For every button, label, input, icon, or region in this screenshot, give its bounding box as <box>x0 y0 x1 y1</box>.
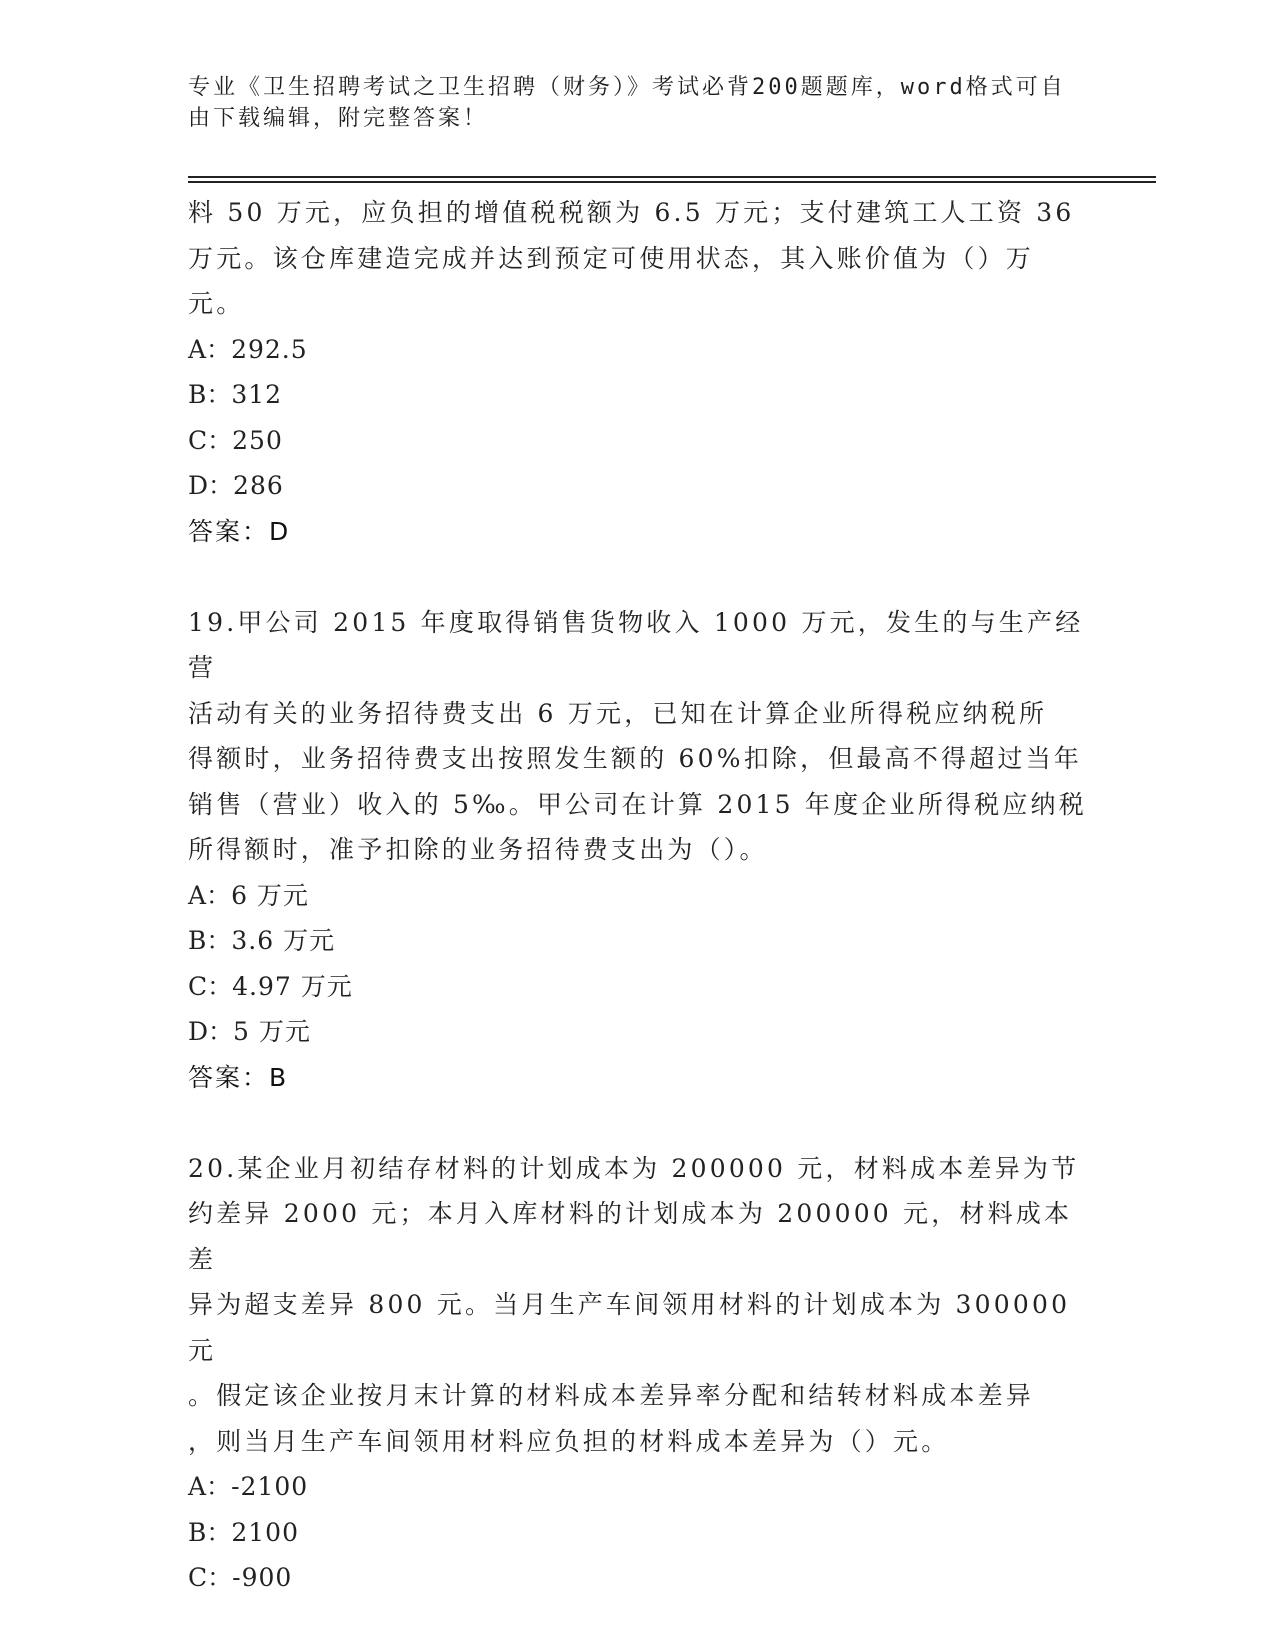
option-label: A： <box>188 880 232 910</box>
option-d <box>188 1009 1088 1055</box>
option-label: C： <box>188 1563 233 1592</box>
option-label: A： <box>188 1472 232 1501</box>
spacer <box>188 1100 1088 1146</box>
option-text: 4.97 万元 <box>232 971 353 1001</box>
option-label: B： <box>188 926 232 955</box>
question-text-line: 20.某企业月初结存材料的计划成本为 200000 元，材料成本差异为节 <box>188 1153 1080 1183</box>
question-text-line: 19.甲公司 2015 年度取得销售货物收入 1000 万元，发生的与生产经营 <box>188 607 1084 682</box>
option-label: C： <box>188 425 233 455</box>
option-label: D： <box>188 1017 234 1046</box>
document-header: 专业《卫生招聘考试之卫生招聘（财务）》考试必背200题题库，word格式可自由下载编辑，附完整答案！ <box>188 75 1066 131</box>
option-d <box>188 463 1088 509</box>
option-a <box>188 1464 1088 1510</box>
question-text-line: 活动有关的业务招待费支出 6 万元，已知在计算企业所得税应纳税所 <box>188 698 1048 728</box>
option-c <box>188 418 1088 464</box>
header-rule-top <box>188 176 1156 178</box>
option-label: A： <box>188 334 232 364</box>
question-text-line: 元。 <box>188 289 245 318</box>
option-a <box>188 327 1088 373</box>
spacer <box>188 554 1088 600</box>
option-text: 6 万元 <box>231 880 309 910</box>
question-text-line: 销售（营业）收入的 5‰。甲公司在计算 2015 年度企业所得税应纳税 <box>188 789 1087 819</box>
option-text: 3.6 万元 <box>231 926 336 955</box>
question-text-line: 万元。该仓库建造完成并达到预定可使用状态，其入账价值为（）万 <box>188 243 1035 273</box>
option-b <box>188 372 1088 418</box>
question-text-line: 料 50 万元，应负担的增值税税额为 6.5 万元；支付建筑工人工资 36 <box>188 198 1075 227</box>
option-a <box>188 873 1088 919</box>
option-text: 312 <box>231 380 283 409</box>
option-text: 286 <box>233 471 284 500</box>
option-b <box>188 1510 1088 1556</box>
option-c <box>188 964 1088 1010</box>
option-label: B： <box>188 1517 232 1547</box>
question-text-line: 。假定该企业按月末计算的材料成本差异率分配和结转材料成本差异 <box>188 1381 1035 1410</box>
question-block <box>188 190 1088 554</box>
option-text: 2100 <box>231 1517 299 1547</box>
option-text: 292.5 <box>231 334 308 364</box>
option-c <box>188 1555 1088 1601</box>
option-label: C： <box>188 971 233 1001</box>
question-text-line: 异为超支差异 800 元。当月生产车间领用材料的计划成本为 300000 元 <box>188 1290 1071 1365</box>
question-text-line: 得额时，业务招待费支出按照发生额的 60%扣除，但最高不得超过当年 <box>188 744 1083 773</box>
answer-line: 答案：B <box>188 1062 289 1092</box>
option-b <box>188 918 1088 964</box>
answer-line: 答案：D <box>188 516 291 546</box>
option-text: 5 万元 <box>233 1017 311 1046</box>
option-label: B： <box>188 380 232 409</box>
question-block <box>188 1146 1088 1601</box>
question-block <box>188 600 1088 1101</box>
document-body <box>188 190 1088 1601</box>
option-label: D： <box>188 471 234 500</box>
header-rule-bottom <box>188 181 1156 183</box>
option-text: 250 <box>232 425 283 455</box>
question-text-line: 所得额时，准予扣除的业务招待费支出为（）。 <box>188 835 768 864</box>
question-text-line: 约差异 2000 元；本月入库材料的计划成本为 200000 元，材料成本差 <box>188 1199 1073 1274</box>
question-text-line: ，则当月生产车间领用材料应负担的材料成本差异为（）元。 <box>188 1426 950 1456</box>
option-text: -900 <box>232 1563 293 1592</box>
option-text: -2100 <box>231 1472 309 1501</box>
